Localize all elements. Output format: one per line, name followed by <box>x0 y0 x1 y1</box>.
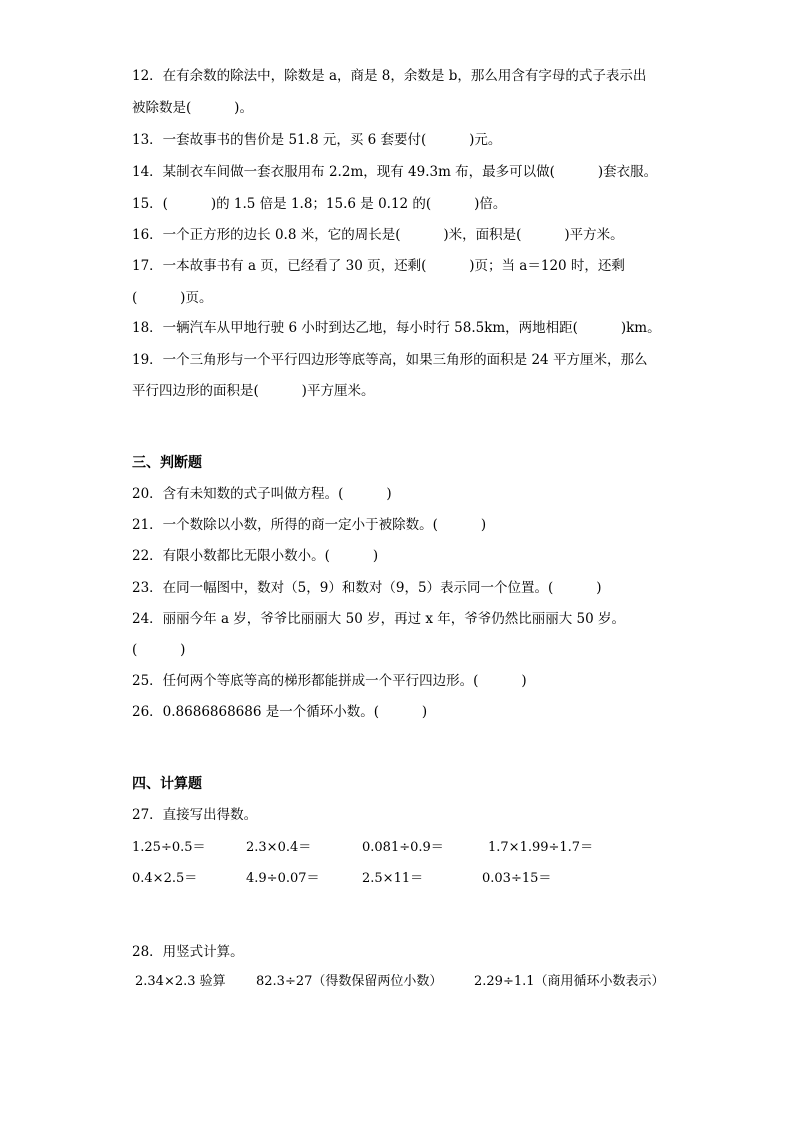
vertical-calc-item: 2.34×2.3 验算 <box>135 974 226 989</box>
question-22: 22．有限小数都比无限小数小。( ) <box>132 548 379 564</box>
question-16: 16．一个正方形的边长 0.8 米，它的周长是( )米，面积是( )平方米。 <box>132 227 624 243</box>
question-20: 20．含有未知数的式子叫做方程。( ) <box>132 486 392 502</box>
calc-item: 1.25÷0.5＝ <box>132 840 206 855</box>
question-25: 25．任何两个等底等高的梯形都能拼成一个平行四边形。( ) <box>132 673 527 689</box>
question-26: 26．0.8686868686 是一个循环小数。( ) <box>132 704 428 720</box>
question-23: 23．在同一幅图中，数对（5，9）和数对（9，5）表示同一个位置。( ) <box>132 580 602 596</box>
calc-item: 0.081÷0.9＝ <box>362 840 444 855</box>
question-27-title: 27．直接写出得数。 <box>132 807 258 823</box>
section-heading-calculation: 四、计算题 <box>132 776 202 792</box>
vertical-calc-item: 82.3÷27（得数保留两位小数） <box>256 974 443 989</box>
question-24-line-2: ( ) <box>132 642 186 658</box>
question-19-line-2: 平行四边形的面积是( )平方厘米。 <box>132 383 375 399</box>
section-heading-judgment: 三、判断题 <box>132 455 202 471</box>
question-19-line-1: 19．一个三角形与一个平行四边形等底等高，如果三角形的面积是 24 平方厘米，那么 <box>132 352 648 368</box>
question-12-line-2: 被除数是( )。 <box>132 100 253 116</box>
question-21: 21．一个数除以小数，所得的商一定小于被除数。( ) <box>132 517 487 533</box>
calc-item: 2.5×11＝ <box>362 871 424 886</box>
calc-item: 0.4×2.5＝ <box>132 871 198 886</box>
calc-item: 0.03÷15＝ <box>482 871 552 886</box>
calc-item: 4.9÷0.07＝ <box>246 871 320 886</box>
question-14: 14．某制衣车间做一套衣服用布 2.2m，现有 49.3m 布，最多可以做( )套衣服。 <box>132 164 658 180</box>
calc-item: 2.3×0.4＝ <box>246 840 312 855</box>
question-13: 13．一套故事书的售价是 51.8 元，买 6 套要付( )元。 <box>132 132 502 148</box>
question-12-line-1: 12．在有余数的除法中，除数是 a，商是 8，余数是 b，那么用含有字母的式子表示出 <box>132 68 647 84</box>
calc-item: 1.7×1.99÷1.7＝ <box>488 840 594 855</box>
question-17-line-2: ( )页。 <box>132 290 213 306</box>
question-18: 18．一辆汽车从甲地行驶 6 小时到达乙地，每小时行 58.5km，两地相距( )km。 <box>132 320 661 336</box>
question-15: 15．( )的 1.5 倍是 1.8；15.6 是 0.12 的( )倍。 <box>132 196 507 212</box>
question-24-line-1: 24．丽丽今年 a 岁，爷爷比丽丽大 50 岁，再过 x 年，爷爷仍然比丽丽大 50 岁。 <box>132 611 626 627</box>
vertical-calc-item: 2.29÷1.1（商用循环小数表示） <box>474 974 665 989</box>
question-17-line-1: 17．一本故事书有 a 页，已经看了 30 页，还剩( )页；当 a＝120 时，还剩 <box>132 258 625 274</box>
question-28-title: 28．用竖式计算。 <box>132 944 244 960</box>
